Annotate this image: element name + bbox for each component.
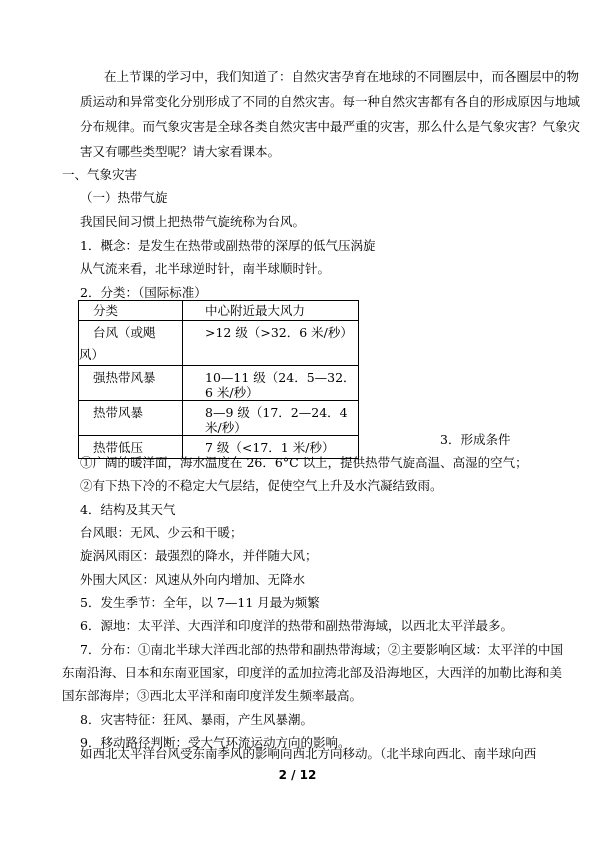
paragraph-example: 如西北太平洋台风受东南季风的影响向西北方向移动。（北半球向西北、南半球向西: [80, 746, 537, 761]
paragraph-conditions-title: 3．形成条件: [440, 432, 511, 447]
table-cell-depression: 热带低压: [93, 440, 144, 455]
classification-table: [78, 300, 359, 459]
table-row: [79, 366, 359, 401]
paragraph-typhoon-eye: 台风眼：无风、少云和干暖；: [80, 525, 243, 540]
intro-line-2: 质运动和异常变化分别形成了不同的自然灾害。每一种自然灾害都有各自的形成原因与地域: [80, 94, 581, 109]
table-cell-tropical-storm-value: 8—9 级（17．2—24．4 米/秒）: [205, 405, 348, 435]
paragraph-condition-1: ①广阔的暖洋面，海水温度在 26．6°C 以上，提供热带气旋高温、高湿的空气；: [80, 455, 528, 470]
intro-line-4: 害又有哪些类型呢？请大家看课本。: [80, 144, 281, 159]
paragraph-source: 6．源地：太平洋、大西洋和印度洋的热带和副热带海域，以西北太平洋最多。: [80, 618, 513, 633]
table-header-max-wind: 中心附近最大风力: [205, 303, 306, 318]
table-cell-typhoon-b: 风）: [79, 347, 105, 362]
table-cell-typhoon-a: 台风（或飓: [93, 325, 156, 340]
table-cell-depression-value: 7 级（<17．1 米/秒）: [205, 440, 335, 455]
paragraph-season: 5．发生季节：全年，以 7—11 月最为频繁: [80, 595, 320, 610]
paragraph-distribution-2: 东南沿海、日本和东南亚国家，印度洋的孟加拉湾北部及沿海地区，大西洋的加勒比海和美: [62, 665, 563, 680]
table-cell-severe-storm: 强热带风暴: [93, 370, 156, 385]
paragraph-folk-name: 我国民间习惯上把热带气旋统称为台风。: [80, 214, 306, 229]
paragraph-path: 9．移动路径判断：受大气环流运动方向的影响。: [80, 735, 351, 750]
paragraph-disaster-features: 8．灾害特征：狂风、暴雨，产生风暴潮。: [80, 712, 313, 727]
table-header-category: 分类: [93, 303, 119, 318]
table-cell-severe-storm-value: 10—11 级（24．5—32．6 米/秒）: [205, 370, 356, 400]
intro-line-1: 在上节课的学习中，我们知道了：自然灾害孕育在地球的不同圈层中，而各圈层中的物: [104, 69, 580, 84]
table-cell-tropical-storm: 热带风暴: [93, 405, 144, 420]
paragraph-airflow: 从气流来看，北半球逆时针，南半球顺时针。: [80, 261, 331, 276]
paragraph-distribution-3: 国东部海岸；③西北太平洋和南印度洋发生频率最高。: [62, 688, 363, 703]
intro-line-3: 分布规律。而气象灾害是全球各类自然灾害中最严重的灾害，那么什么是气象灾害？气象灾: [80, 119, 581, 134]
table-row: [79, 401, 359, 436]
subsection-title: （一）热带气旋: [80, 190, 168, 205]
section-title: 一、气象灾害: [62, 167, 138, 182]
table-cell-typhoon-value: >12 级（>32．6 米/秒）: [205, 325, 353, 340]
paragraph-classification: 2．分类：（国际标准）: [80, 285, 207, 300]
table-header-row: [79, 301, 359, 321]
table-row: [79, 321, 359, 366]
paragraph-structure: 4．结构及其天气: [80, 502, 176, 517]
paragraph-outer-zone: 外围大风区：风速从外向内增加、无降水: [80, 572, 306, 587]
paragraph-condition-2: ②有下热下冷的不稳定大气层结，促使空气上升及水汽凝结致雨。: [80, 478, 443, 493]
paragraph-concept: 1．概念：是发生在热带或副热带的深厚的低气压涡旋: [80, 238, 376, 253]
paragraph-distribution-1: 7．分布：①南北半球大洋西北部的热带和副热带海域；②主要影响区域：太平洋的中国: [80, 642, 563, 657]
paragraph-vortex-zone: 旋涡风雨区：最强烈的降水，并伴随大风；: [80, 548, 318, 563]
page-number: 2 / 12: [278, 768, 317, 782]
